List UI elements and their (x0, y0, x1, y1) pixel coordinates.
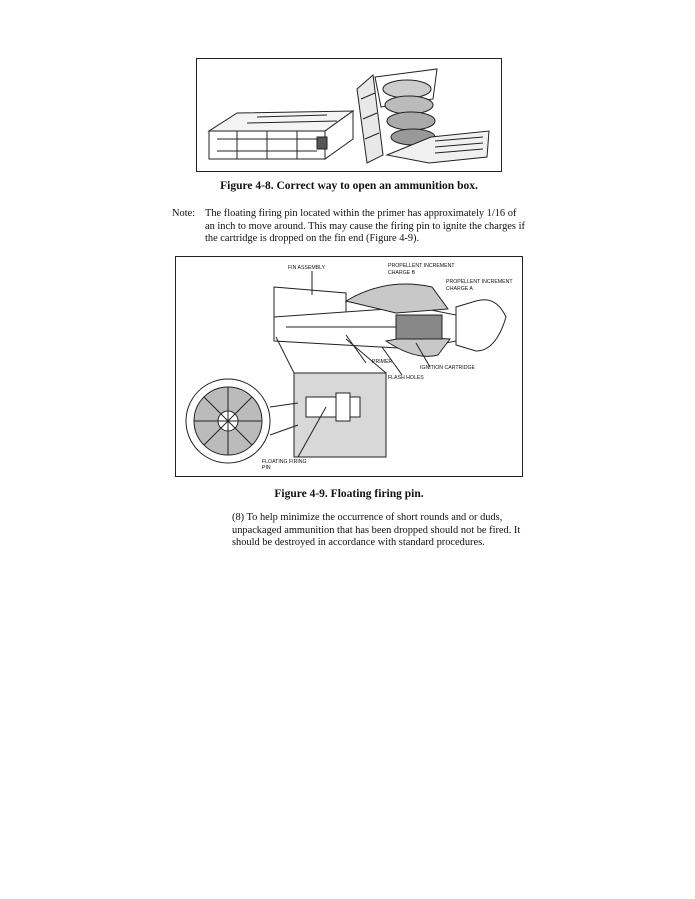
closed-box-drawing (209, 111, 353, 159)
paragraph-8: (8) To help minimize the occurrence of short rounds and or duds, unpackaged ammunition that has been dropped should not be fired. It should be destroyed in accordance with standard procedures. (232, 512, 521, 549)
label-propellent-a-2: CHARGE A (446, 286, 473, 292)
firing-pin-diagram (176, 257, 521, 475)
figure-4-8-caption: Figure 4-8. Correct way to open an ammunition box. (220, 180, 478, 192)
label-propellent-b-2: CHARGE B (388, 270, 416, 276)
ammunition-box-illustration (197, 59, 500, 170)
label-flash-holes: FLASH HOLES (388, 375, 424, 381)
note-text: The floating firing pin located within the primer has approximately 1/16 of an inch to move around. This may cause the firing pin to ignite the charges if the cartridge is dropped on the fin end (Figure 4-9). (205, 208, 525, 245)
label-floating-firing-2: PIN (262, 465, 271, 471)
charge-b-drawing (346, 284, 448, 313)
label-propellent-a-1: PROPELLENT INCREMENT (446, 279, 513, 285)
note-label: Note: (172, 208, 196, 219)
label-propellent-b-1: PROPELLENT INCREMENT (388, 263, 455, 269)
open-box-drawing (357, 69, 489, 163)
figure-ammunition-box (196, 58, 502, 172)
label-fin-assembly: FIN ASSEMBLY (288, 265, 326, 271)
label-ignition-cartridge: IGNITION CARTRIDGE (420, 365, 475, 371)
figure-4-9-caption: Figure 4-9. Floating firing pin. (274, 488, 424, 500)
label-floating-firing-1: FLOATING FIRING (262, 459, 307, 465)
figure-floating-firing-pin (175, 256, 523, 477)
nose-drawing (456, 300, 506, 351)
label-primer: PRIMER (372, 359, 393, 365)
